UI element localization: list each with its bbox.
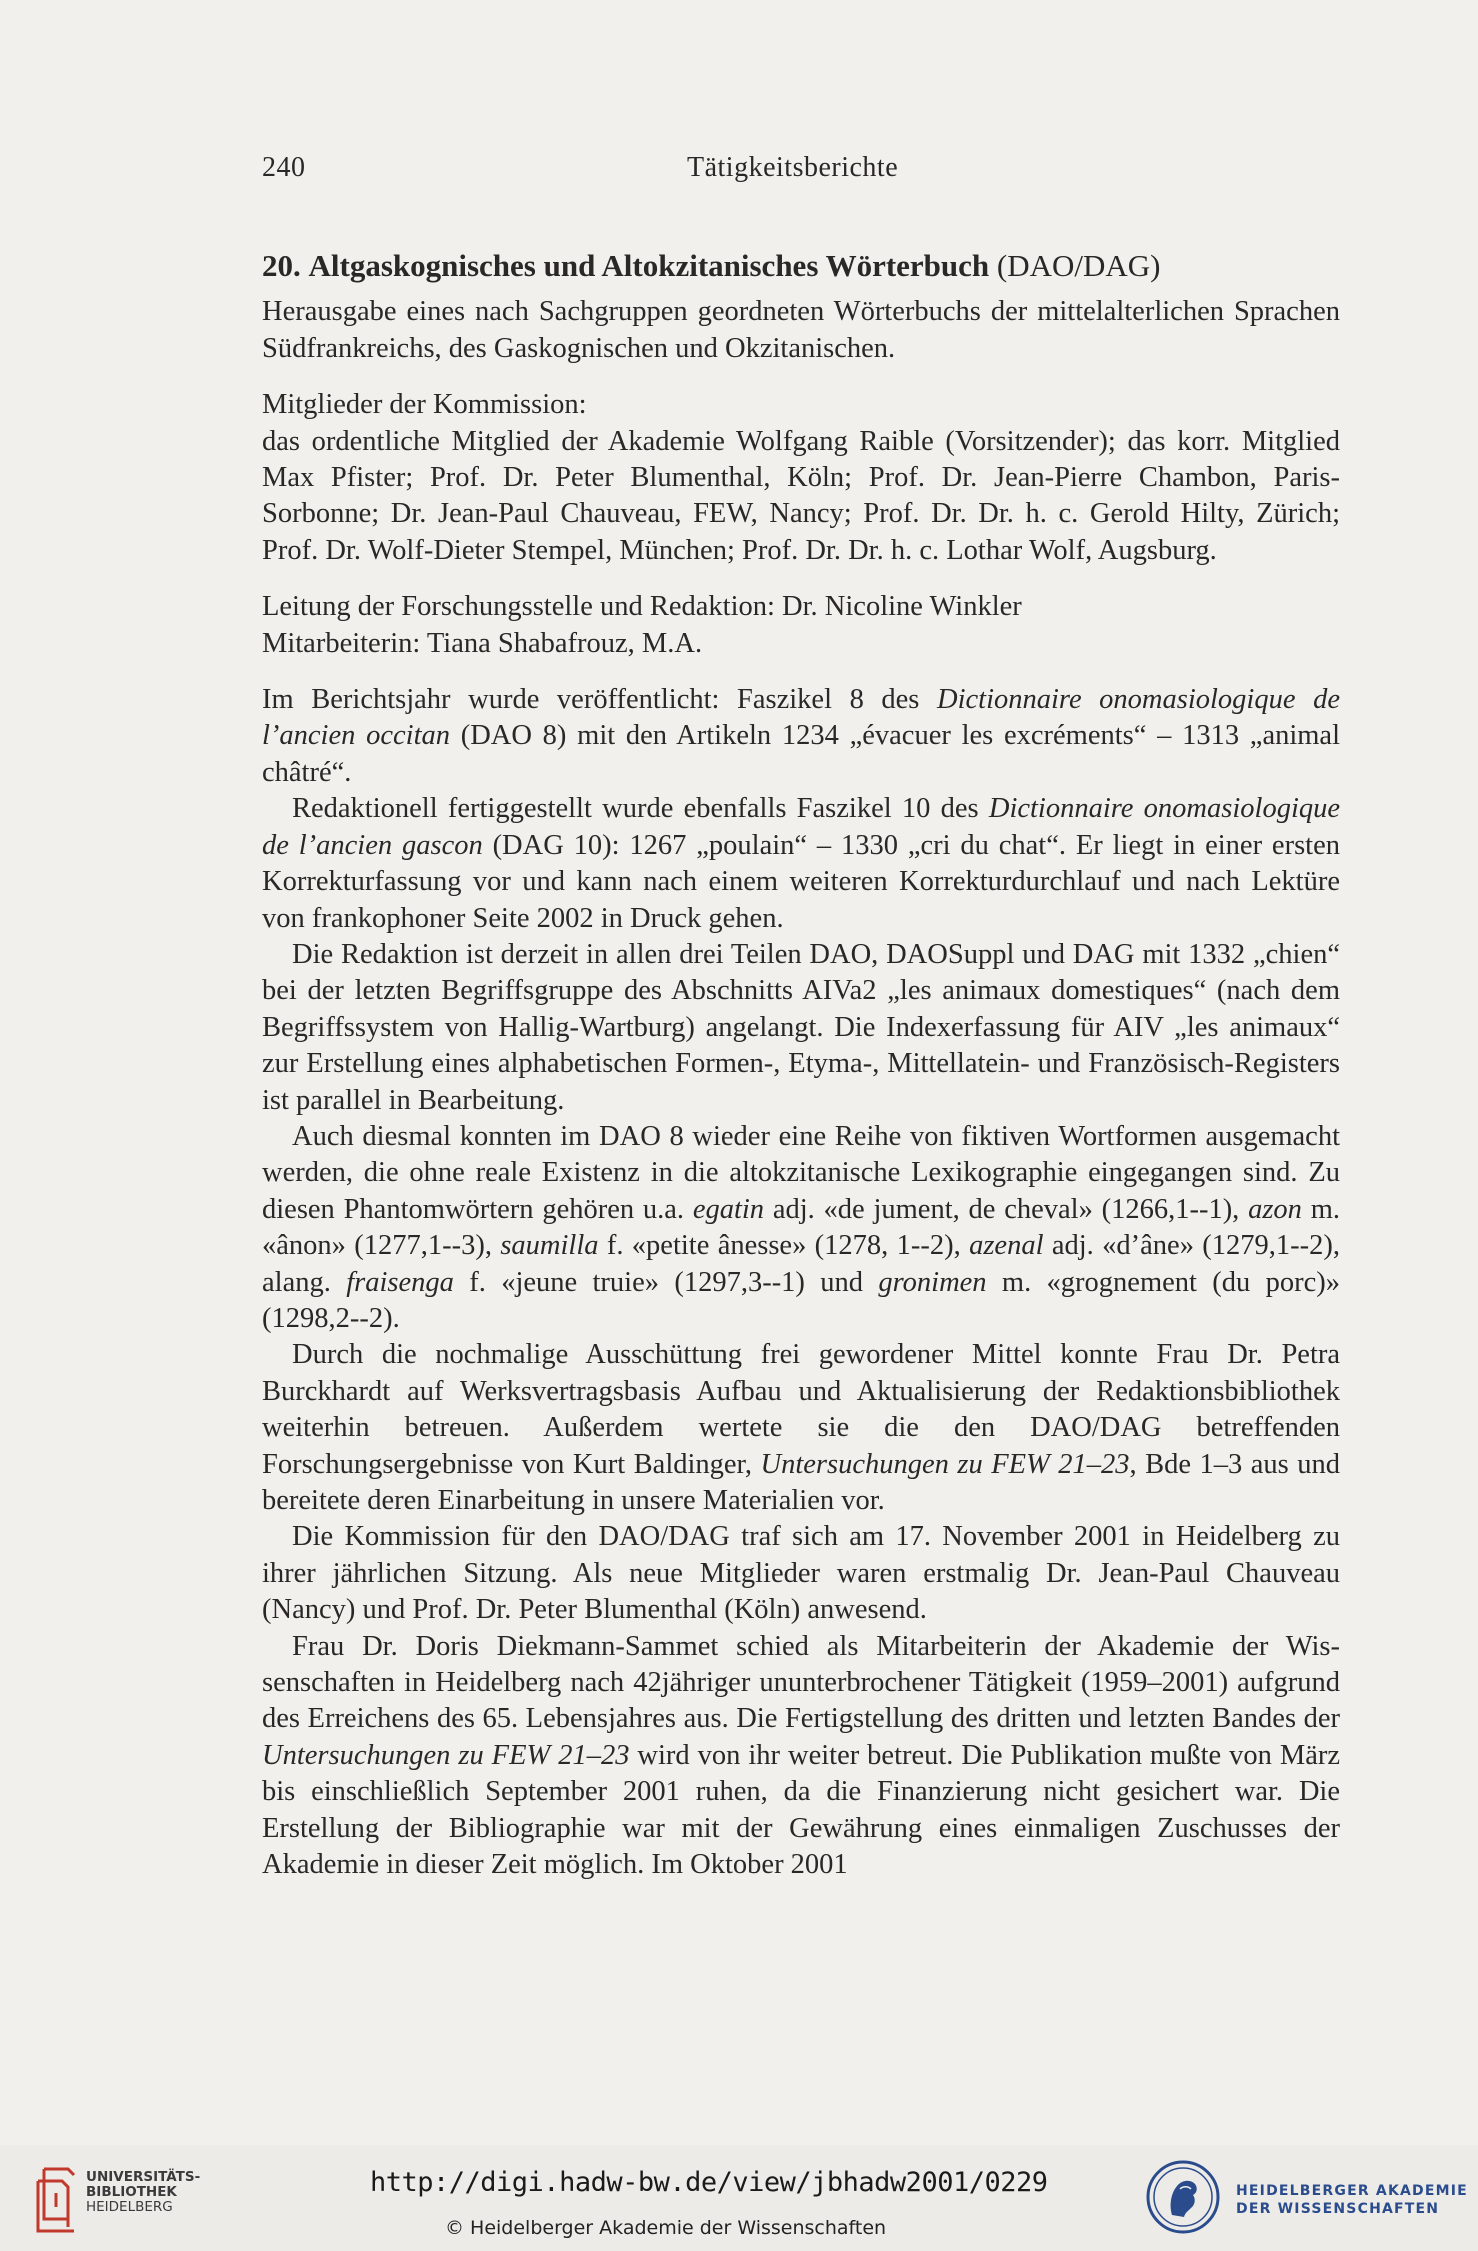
word-form: azon <box>1248 1193 1302 1225</box>
text-run: (DAG 10): 1267 „poulain“ – 1330 „cri du chat“. Er liegt in einer ersten Korrekturfassung vor und kann nach einem weiteren Korrekturdurchlauf und nach Lektüre von frankophoner Seite 2002 in Druck gehen. <box>262 829 1340 934</box>
staff-leitung: Leitung der Forschungsstelle und Redaktion: Dr. Nicoline Winkler <box>262 591 1022 623</box>
paragraph-1 <box>262 682 1340 791</box>
library-line: HEIDELBERG <box>86 2199 173 2215</box>
running-title: Tätigkeitsberichte <box>687 152 899 183</box>
paragraph-6: Die Kommission für den DAO/DAG traf sich am 17. November 2001 in Heidelberg zu ihrer jährlichen Sitzung. Als neue Mitglieder waren erstmalig Dr. Jean-Paul Chauveau (Nancy) und Prof. Dr. Peter Blumenthal (Köln) anwesend. <box>262 1521 1340 1626</box>
text-run: Auch diesmal konnten im DAO 8 wieder eine Reihe von fiktiven Wortformen ausgemacht werden, die ohne reale Existenz in die altokzitanische Lexikographie eingegangen sind. Zu diesen Phantomwörtern gehören u.a. <box>262 1120 1340 1225</box>
word-form: egatin <box>692 1193 765 1225</box>
members-label: Mitglieder der Kommission: <box>262 389 587 421</box>
text-run: m. «ânon» (1277,1--3), <box>262 1193 1340 1262</box>
section-title-bold: Altgaskognisches und Altokzitanisches Wörterbuch <box>308 248 990 283</box>
copyright-notice: © Heidelberger Akademie der Wissenschaften <box>445 2217 887 2239</box>
section-title <box>262 248 1340 284</box>
word-form: gronimen <box>878 1266 987 1298</box>
work-title: Untersuchungen zu FEW 21–23 <box>760 1448 1130 1480</box>
text-run: Im Berichtsjahr wurde veröffentlicht: Faszikel 8 des <box>262 684 937 716</box>
university-library-name <box>86 2170 200 2215</box>
description: Herausgabe eines nach Sachgruppen geordneten Wörterbuchs der mittelalterlichen Sprachen Südfrankreichs, des Gaskognischen und Okzitanischen. <box>262 296 1340 364</box>
academy-line: DER WISSENSCHAFTEN <box>1236 2201 1440 2217</box>
university-library-logo-icon[interactable] <box>34 2161 82 2235</box>
paragraph-2 <box>262 791 1340 937</box>
work-title: Dictionnaire onomasiologique de l’ancien gascon <box>262 793 1341 861</box>
text-run: f. «jeune truie» (1297,3--1) und <box>453 1266 879 1298</box>
members-text: das ordentliche Mitglied der Akademie Wolfgang Raible (Vorsitzender); das korr. Mitglied Max Pfister; Prof. Dr. Peter Blumenthal, Köln; Prof. Dr. Jean-Pierre Chambon, Paris-Sorbonne; Dr. Jean-Paul Chauveau, FEW, Nancy; Prof. Dr. Dr. h. c. Gerold Hilty, Zürich; Prof. Dr. Wolf-Dieter Stempel, München; Prof. Dr. Dr. h. c. Lothar Wolf, Augsburg. <box>262 425 1340 566</box>
academy-name <box>1236 2182 1468 2218</box>
work-title: Dictionnaire onomasiologique de l’ancien occitan <box>262 684 1340 752</box>
word-form: fraisenga <box>346 1266 454 1298</box>
staff-mitarbeiterin: Mitarbeiterin: Tiana Shabafrouz, M.A. <box>262 627 703 659</box>
text-run: Frau Dr. Doris Diekmann-Sammet schied als Mitarbeiterin der Akademie der Wissenschaften in Heidelberg nach 42jähriger ununterbrochener Tätigkeit (1959–2001) aufgrund des Erreichens des 65. Lebensjahres aus. Die Fertigstellung des dritten und letzten Bandes der <box>262 1630 1340 1735</box>
library-line: UNIVERSITÄTS- <box>86 2169 201 2185</box>
permalink-url[interactable]: http://digi.hadw-bw.de/view/jbhadw2001/0229 <box>370 2167 1048 2198</box>
text-run: f. «petite ânesse» (1278, 1--2), <box>598 1230 970 1262</box>
text-run: m. «grognement (du porc)» (1298,2--2). <box>262 1266 1341 1334</box>
word-form: saumilla <box>500 1230 599 1262</box>
text-run: (DAO 8) mit den Artikeln 1234 „évacuer les excréments“ – 1313 „animal châtré“. <box>262 720 1341 788</box>
text-run: Redaktionell fertiggestellt wurde ebenfalls Faszikel 10 des <box>292 793 989 825</box>
library-line: BIBLIOTHEK <box>86 2184 177 2200</box>
text-run: Durch die nochmalige Ausschüttung frei gewordener Mittel konnte Frau Dr. Petra Burckhardt auf Werksvertragsbasis Aufbau und Aktualisierung der Redaktionsbibliothek weiterhin betreuen. Außerdem wertete sie die den DAO/DAG betreffenden Forschungsergebnisse von Kurt Baldinger, <box>262 1339 1340 1480</box>
academy-seal-icon[interactable] <box>1145 2159 1221 2235</box>
page-content <box>262 248 1340 1883</box>
section-number: 20. <box>262 248 301 283</box>
paragraph-5 <box>262 1337 1340 1519</box>
text-run: wird von ihr weiter betreut. Die Publikation mußte von März bis einschließlich September 2001 ruhen, da die Finanzierung nicht gesichert war. Die Erstellung der Bibliographie war mit der Gewährung eines einmaligen Zuschusses der Akademie in dieser Zeit möglich. Im Oktober 2001 <box>262 1739 1340 1881</box>
viewer-footer <box>0 2145 1478 2251</box>
paragraph-3: Die Redaktion ist derzeit in allen drei Teilen DAO, DAOSuppl und DAG mit 1332 „chien“ bei der letzten Begriffsgruppe des Abschnitts AIVa2 „les animaux domestiques“ (nach dem Begriffssystem von Hallig-Wartburg) angelangt. Die Indexerfassung für AIV „les animaux“ zur Erstellung eines alphabetischen Formen-, Etyma-, Mittellatein- und Französisch-Registers ist parallel in Bearbeitung. <box>262 938 1340 1116</box>
work-title: Untersuchungen zu FEW 21–23 <box>262 1739 630 1771</box>
page-number: 240 <box>262 152 306 183</box>
text-run: , Bde 1–3 aus und bereitete deren Einarbeitung in unsere Materialien vor. <box>262 1448 1340 1516</box>
text-run: adj. «d’âne» (1279,1--2), alang. <box>262 1230 1340 1298</box>
section-title-abbr: (DAO/DAG) <box>996 248 1161 283</box>
paragraph-4 <box>262 1119 1340 1337</box>
word-form: azenal <box>969 1230 1044 1262</box>
academy-line: HEIDELBERGER AKADEMIE <box>1236 2183 1468 2199</box>
paragraph-7 <box>262 1629 1340 1884</box>
text-run: adj. «de jument, de cheval» (1266,1--1), <box>764 1193 1249 1225</box>
